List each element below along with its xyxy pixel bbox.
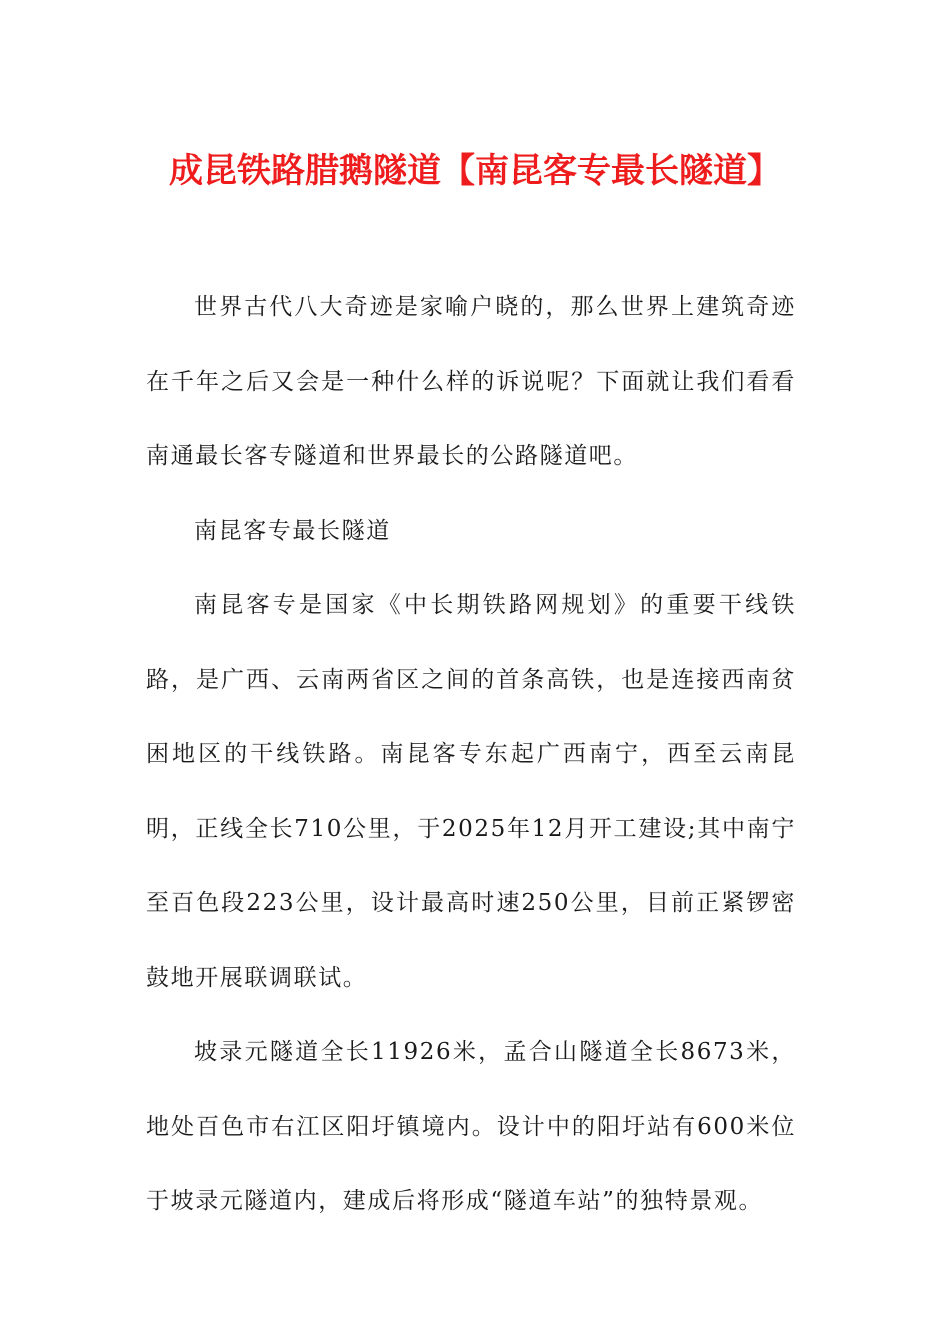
paragraph-tunnel-details: 坡录元隧道全长11926米，孟合山隧道全长8673米，地处百色市右江区阳圩镇境内。设计中的阳圩站有600米位于坡录元隧道内，建成后将形成“隧道车站”的独特景观。 xyxy=(146,1039,796,1214)
paragraph-intro: 世界古代八大奇迹是家喻户晓的，那么世界上建筑奇迹在千年之后又会是一种什么样的诉说呢？下面就让我们看看南通最长客专隧道和世界最长的公路隧道吧。 xyxy=(146,294,796,469)
paragraph-nankun-overview: 南昆客专是国家《中长期铁路网规划》的重要干线铁路，是广西、云南两省区之间的首条高铁，也是连接西南贫困地区的干线铁路。南昆客专东起广西南宁，西至云南昆明，正线全长710公里，于2025年12月开工建设;其中南宁至百色段223公里，设计最高时速250公里，目前正紧锣密鼓地开展联调联试。 xyxy=(146,592,796,991)
paragraph-section-heading: 南昆客专最长隧道 xyxy=(194,517,391,544)
document-body xyxy=(146,270,796,1239)
document-title: 成昆铁路腊鹅隧道【南昆客专最长隧道】 xyxy=(169,151,781,191)
